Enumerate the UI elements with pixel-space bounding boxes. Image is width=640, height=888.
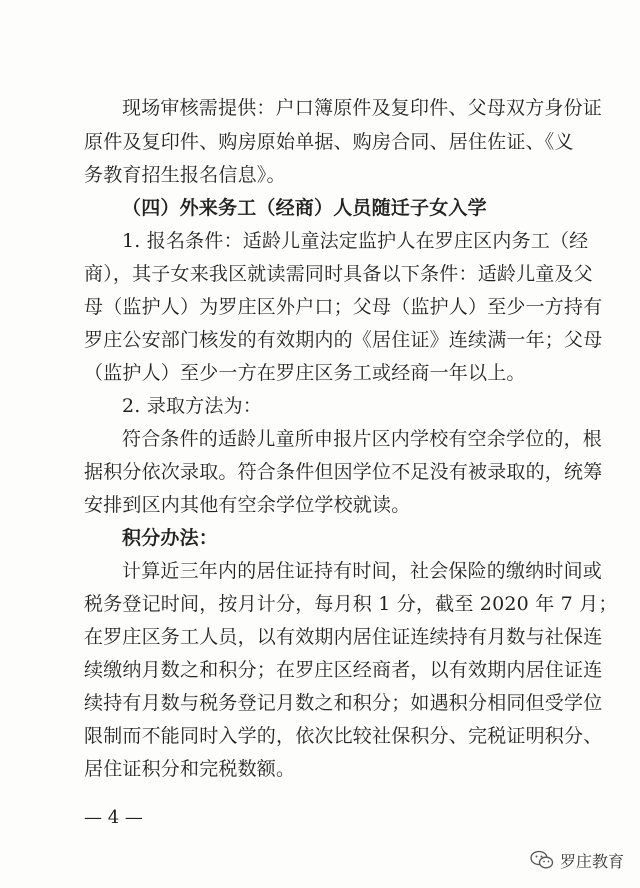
- text-line: 在罗庄区务工人员，以有效期内居住证连续持有月数与社保连: [84, 626, 603, 648]
- text-line: 计算近三年内的居住证持有时间，社会保险的缴纳时间或: [122, 560, 603, 582]
- text-line: 罗庄公安部门核发的有效期内的《居住证》连续满一年；父母: [84, 329, 603, 351]
- text-line: 居住证积分和完税数额。: [84, 758, 296, 780]
- text-line: 商），其子女来我区就读需同时具备以下条件：适龄儿童及父: [84, 263, 593, 285]
- text-line: 1. 报名条件：适龄儿童法定监护人在罗庄区内务工（经: [122, 230, 589, 252]
- text-line: 现场审核需提供：户口簿原件及复印件、父母双方身份证: [122, 97, 603, 119]
- section-heading: （四）外来务工（经商）人员随迁子女入学: [122, 197, 487, 219]
- text-line: 务教育招生报名信息》。: [84, 164, 286, 186]
- subsection-heading: 积分办法：: [122, 527, 219, 549]
- text-line: 安排到区内其他有空余学位学校就读。: [84, 494, 411, 516]
- text-line: 续缴纳月数之和积分；在罗庄区经商者，以有效期内居住证连: [84, 659, 603, 681]
- text-line: 税务登记时间，按月计分，每月积 1 分，截至 2020 年 7 月；: [84, 593, 618, 615]
- watermark: [530, 848, 624, 872]
- text-line: 母（监护人）为罗庄区外户口；父母（监护人）至少一方持有: [84, 296, 603, 318]
- watermark-text: 罗庄教育: [559, 851, 624, 871]
- text-line: 限制而不能同时入学的，依次比较社保积分、完税证明积分、: [84, 725, 603, 747]
- wechat-icon: [530, 850, 554, 870]
- text-line: 据积分依次录取。符合条件但因学位不足没有被录取的，统筹: [84, 461, 603, 483]
- page-number: — 4 —: [84, 807, 143, 828]
- text-line: 续持有月数与税务登记月数之和积分；如遇积分相同但受学位: [84, 692, 603, 714]
- text-line: （监护人）至少一方在罗庄区务工或经商一年以上。: [84, 362, 526, 384]
- text-line: 原件及复印件、购房原始单据、购房合同、居住佐证、《义: [84, 131, 574, 153]
- text-line: 符合条件的适龄儿童所申报片区内学校有空余学位的，根: [122, 428, 603, 450]
- text-line: 2. 录取方法为：: [122, 395, 262, 417]
